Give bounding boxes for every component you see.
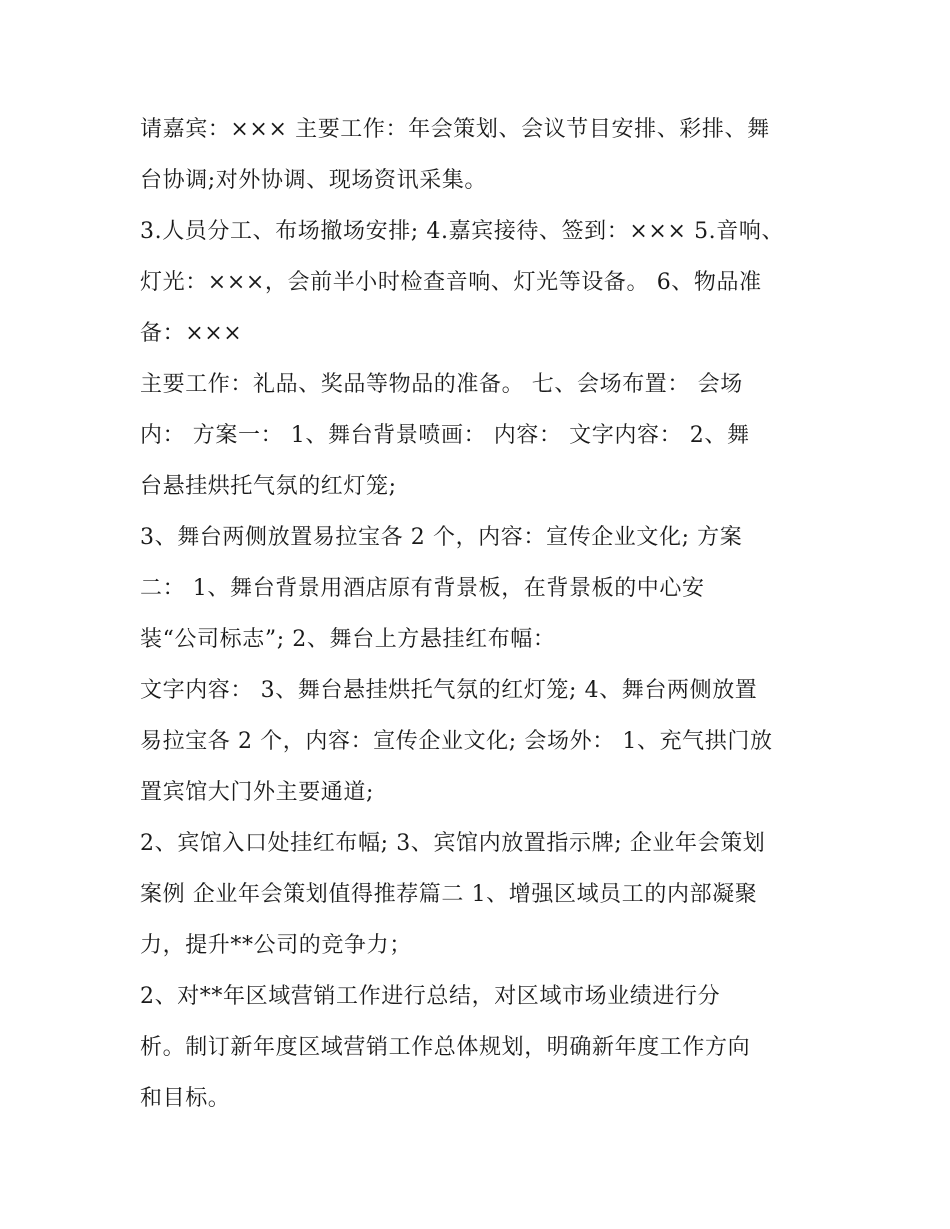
text-line-16: 案例 企业年会策划值得推荐篇二 1、增强区域员工的内部凝聚 — [140, 882, 758, 907]
text-line-19: 析。制订新年度区域营销工作总体规划，明确新年度工作方向 — [140, 1035, 751, 1060]
text-line-12: 文字内容： 3、舞台悬挂烘托气氛的红灯笼; 4、舞台两侧放置 — [140, 678, 758, 703]
text-line-13: 易拉宝各 2 个，内容：宣传企业文化; 会场外： 1、充气拱门放 — [140, 729, 773, 754]
text-line-4: 灯光：×××，会前半小时检查音响、灯光等设备。 6、物品准 — [140, 270, 762, 295]
text-line-18: 2、对**年区域营销工作进行总结，对区域市场业绩进行分 — [140, 984, 721, 1009]
text-line-9: 3、舞台两侧放置易拉宝各 2 个，内容：宣传企业文化; 方案 — [140, 525, 743, 550]
text-line-2: 台协调;对外协调、现场资讯采集。 — [140, 168, 488, 193]
text-line-7: 内： 方案一： 1、舞台背景喷画： 内容： 文字内容： 2、舞 — [140, 423, 750, 448]
text-line-6: 主要工作：礼品、奖品等物品的准备。 七、会场布置： 会场 — [140, 372, 743, 397]
text-line-14: 置宾馆大门外主要通道; — [140, 780, 375, 805]
text-line-5: 备：××× — [140, 321, 243, 346]
text-line-20: 和目标。 — [140, 1086, 231, 1111]
text-line-11: 装“公司标志”; 2、舞台上方悬挂红布幅： — [140, 627, 556, 652]
text-line-3: 3.人员分工、布场撤场安排; 4.嘉宾接待、签到：××× 5.音响、 — [140, 219, 785, 244]
text-line-8: 台悬挂烘托气氛的红灯笼; — [140, 474, 397, 499]
text-line-10: 二： 1、舞台背景用酒店原有背景板，在背景板的中心安 — [140, 576, 705, 601]
body-text — [140, 104, 820, 1124]
text-line-15: 2、宾馆入口处挂红布幅; 3、宾馆内放置指示牌; 企业年会策划 — [140, 831, 766, 856]
text-line-1: 请嘉宾：××× 主要工作：年会策划、会议节目安排、彩排、舞 — [140, 117, 770, 142]
text-line-17: 力，提升**公司的竞争力； — [140, 933, 412, 958]
